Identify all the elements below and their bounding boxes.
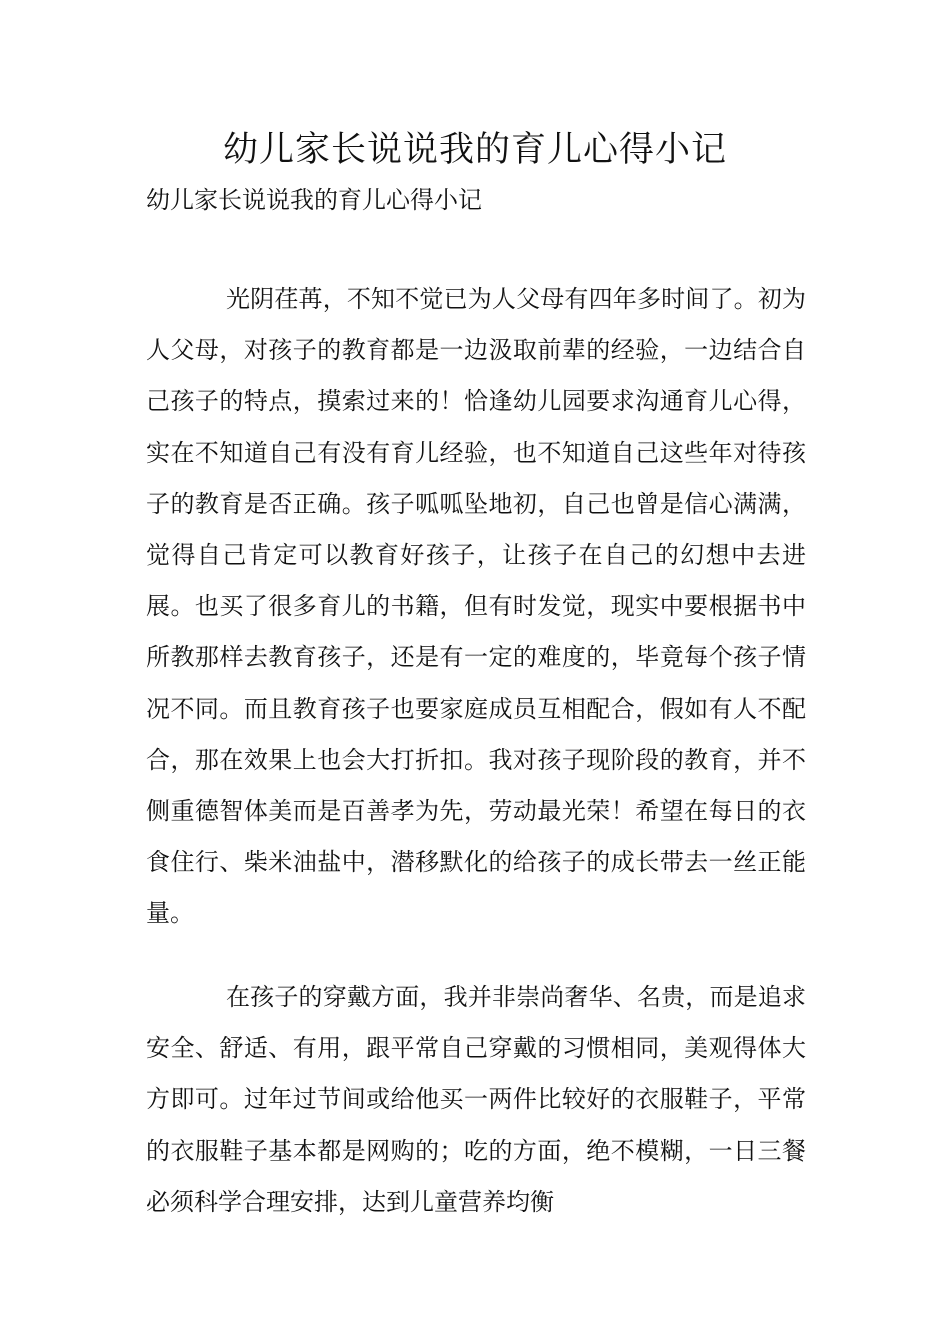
paragraph-2: 在孩子的穿戴方面，我并非崇尚奢华、名贵，而是追求安全、舒适、有用，跟平常自己穿戴的习惯相同，美观得体大方即可。过年过节间或给他买一两件比较好的衣服鞋子，平常的衣服鞋子基本都是网购的；吃的方面，绝不模糊，一日三餐必须科学合理安排，达到儿童营养均衡 [146, 983, 806, 1216]
document-title: 幼儿家长说说我的育儿心得小记 [222, 130, 727, 170]
document-subtitle: 幼儿家长说说我的育儿心得小记 [146, 186, 482, 214]
paragraph-1: 光阴荏苒，不知不觉已为人父母有四年多时间了。初为人父母，对孩子的教育都是一边汲取前辈的经验，一边结合自己孩子的特点，摸索过来的！恰逢幼儿园要求沟通育儿心得，实在不知道自己有没有育儿经验，也不知道自己这些年对待孩子的教育是否正确。孩子呱呱坠地初，自己也曾是信心满满，觉得自己肯定可以教育好孩子，让孩子在自己的幻想中去进展。也买了很多育儿的书籍，但有时发觉，现实中要根据书中所教那样去教育孩子，还是有一定的难度的，毕竟每个孩子情况不同。而且教育孩子也要家庭成员互相配合，假如有人不配合，那在效果上也会大打折扣。我对孩子现阶段的教育，并不侧重德智体美而是百善孝为先，劳动最光荣！希望在每日的衣食住行、柴米油盐中，潜移默化的给孩子的成长带去一丝正能量。 [146, 285, 806, 928]
